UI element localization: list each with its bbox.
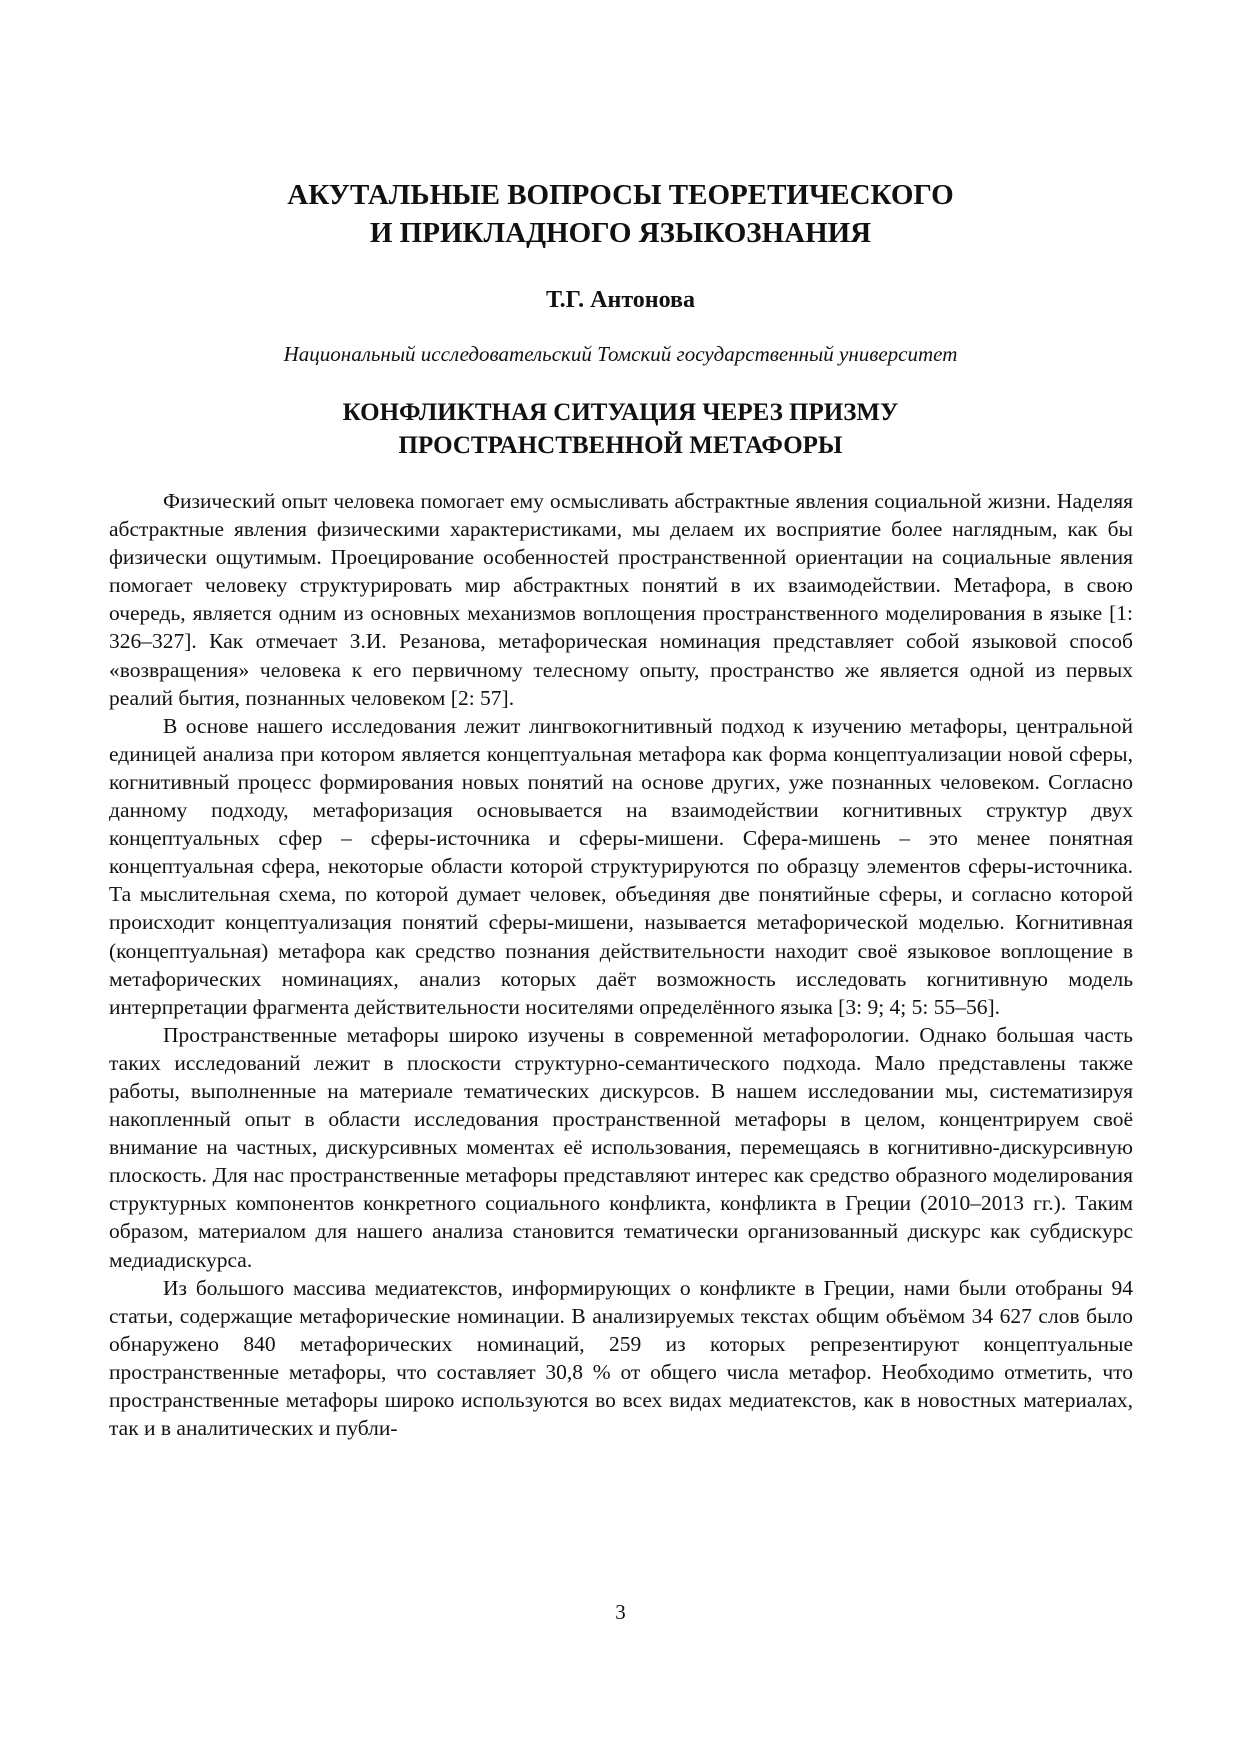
body-paragraph-3: Пространственные метафоры широко изучены в современной метафорологии. Однако большая часть таких исследований лежит в плоскости структурно-семантического подхода. Мало представлены также работы, выполненные на материале тематических дискурсов. В нашем исследовании мы, систематизируя накопленный опыт в области исследования пространственной метафоры в целом, концентрируем своё внимание на частных, дискурсивных моментах её использования, перемещаясь в когнитивно-дискурсивную плоскость. Для нас пространственные метафоры представляют интерес как средство образного моделирования структурных компонентов конкретного социального конфликта, конфликта в Греции (2010–2013 гг.). Таким образом, материалом для нашего анализа становится тематически организованный дискурс как субдискурс медиадискурса. [109, 1022, 1133, 1272]
author-affiliation: Национальный исследовательский Томский государственный университет [283, 342, 958, 366]
body-paragraph-4: Из большого массива медиатекстов, информирующих о конфликте в Греции, нами были отобраны 94 статьи, содержащие метафорические номинации. В анализируемых текстах общим объёмом 34 627 слов было обнаружено 840 метафорических номинаций, 259 из которых репрезентируют концептуальные пространственные метафоры, что составляет 30,8 % от общего числа метафор. Необходимо отметить, что пространственные метафоры широко используются во всех видах медиатекстов, как в новостных материалах, так и в аналитических и публи- [109, 1275, 1133, 1441]
article-body [109, 487, 1133, 1442]
page-number: 3 [615, 1600, 626, 1624]
article-title-line-2: ПРОСТРАНСТВЕННОЙ МЕТАФОРЫ [398, 432, 843, 459]
body-paragraph-2: В основе нашего исследования лежит лингвокогнитивный подход к изучению метафоры, центральной единицей анализа при котором является концептуальная метафора как форма концептуализации новой сферы, когнитивный процесс формирования новых понятий на основе других, уже познанных человеком. Согласно данному подходу, метафоризация основывается на взаимодействии когнитивных структур двух концептуальных сфер – сферы-источника и сферы-мишени. Сфера-мишень – это менее понятная концептуальная сфера, некоторые области которой структурируются по образцу элементов сферы-источника. Та мыслительная схема, по которой думает человек, объединяя две понятийные сферы, и согласно которой происходит концептуализация понятий сферы-мишени, называется метафорической моделью. Когнитивная (концептуальная) метафора как средство познания действительности находит своё языковое воплощение в метафорических номинациях, анализ которых даёт возможность исследовать когнитивную модель интерпретации фрагмента действительности носителями определённого языка [3: 9; 4; 5: 55–56]. [109, 713, 1133, 1019]
section-title-line-2: И ПРИКЛАДНОГО ЯЗЫКОЗНАНИЯ [369, 217, 872, 249]
section-title-line-1: АКУТАЛЬНЫЕ ВОПРОСЫ ТЕОРЕТИЧЕСКОГО [287, 179, 954, 211]
body-paragraph-1: Физический опыт человека помогает ему осмысливать абстрактные явления социальной жизни. Наделяя абстрактные явления физическими характеристиками, мы делаем их восприятие более наглядным, как бы физически ощутимым. Проецирование особенностей пространственной ориентации на социальные явления помогает человеку структурировать мир абстрактных понятий в их взаимодействии. Метафора, в свою очередь, является одним из основных механизмов воплощения пространственного моделирования в языке [1: 326–327]. Как отмечает З.И. Резанова, метафорическая номинация представляет собой языковой способ «возвращения» человека к его первичному телесному опыту, пространство же является одной из первых реалий бытия, познанных человеком [2: 57]. [109, 489, 1133, 710]
article-title [0, 396, 1241, 462]
section-title [0, 176, 1241, 252]
author-name: Т.Г. Антонова [546, 287, 695, 313]
article-title-line-1: КОНФЛИКТНАЯ СИТУАЦИЯ ЧЕРЕЗ ПРИЗМУ [342, 399, 899, 426]
